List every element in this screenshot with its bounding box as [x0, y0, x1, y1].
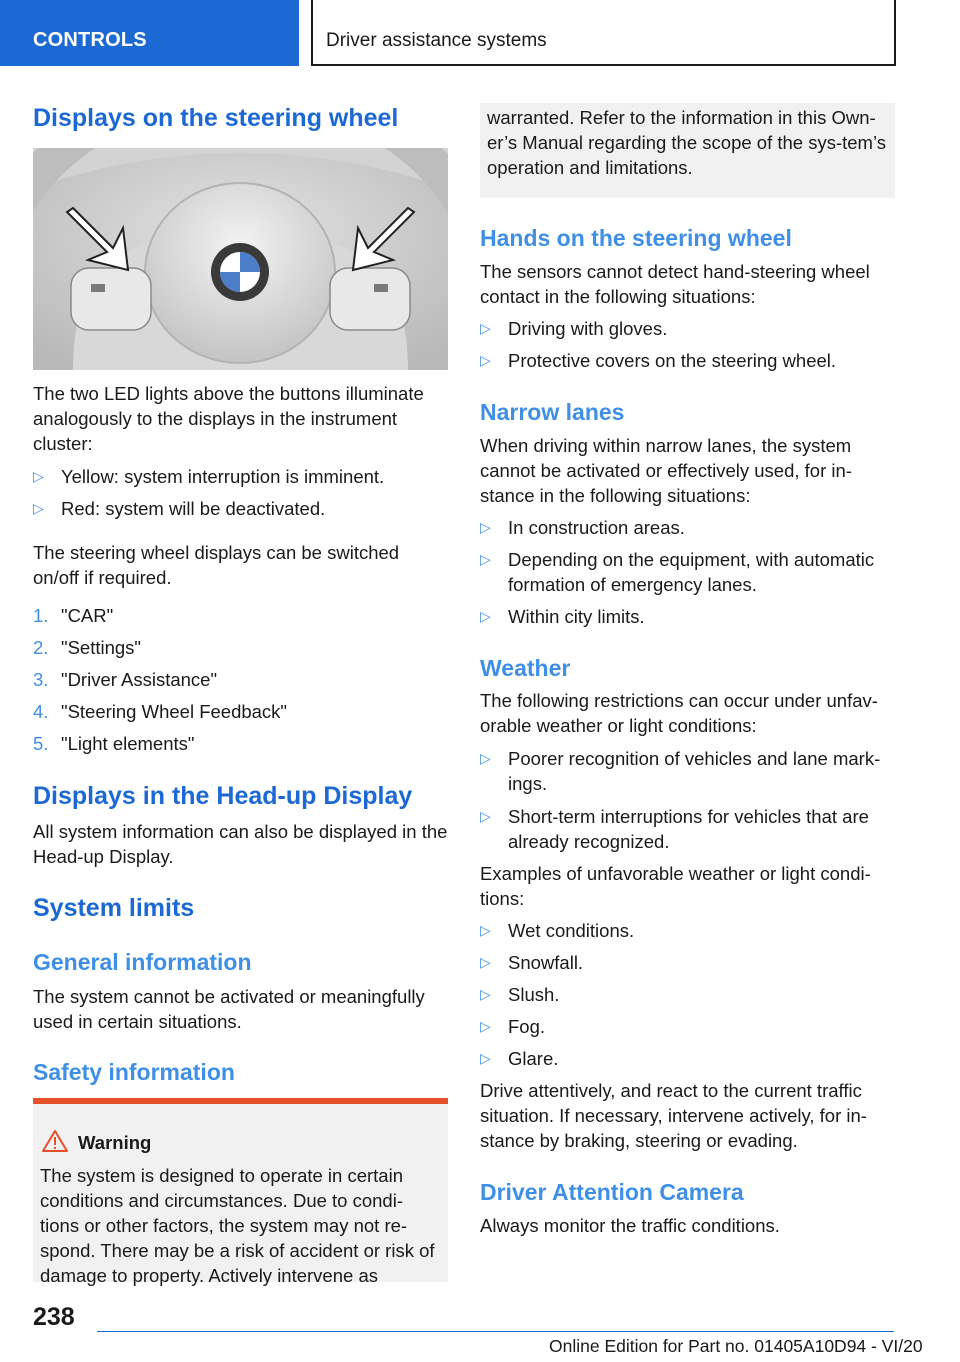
triangle-bullet-icon: ▷ — [480, 352, 491, 368]
paragraph-hud: All system information can also be displayed in the Head-up Display. — [33, 821, 448, 867]
triangle-bullet-icon: ▷ — [33, 500, 44, 516]
list-item: ▷ Fog. — [480, 1016, 546, 1037]
list-item: ▷ In construction areas. — [480, 517, 685, 538]
paragraph-general: The system cannot be activated or meaningfully used in certain situations. — [33, 986, 425, 1032]
header-divider — [311, 0, 313, 66]
list-item: ▷ Red: system will be deactivated. — [33, 498, 326, 519]
triangle-bullet-icon: ▷ — [480, 986, 491, 1002]
triangle-bullet-icon: ▷ — [480, 750, 491, 766]
paragraph-narrow: When driving within narrow lanes, the system cannot be activated or effectively used, for in-stance in the following situations: — [480, 435, 852, 506]
section-label: CONTROLS — [33, 29, 147, 51]
section-tab — [0, 0, 299, 66]
heading-head-up-display: Displays in the Head-up Display — [33, 782, 413, 810]
triangle-bullet-icon: ▷ — [480, 551, 491, 567]
header-underline — [311, 64, 896, 66]
triangle-bullet-icon: ▷ — [480, 808, 491, 824]
list-item: ▷ Glare. — [480, 1048, 559, 1069]
warning-box-continued — [480, 103, 895, 198]
paragraph-weather: The following restrictions can occur under unfav-orable weather or light conditions: — [480, 690, 878, 736]
footer-edition: Online Edition for Part no. 01405A10D94 - VI/20 — [549, 1336, 923, 1356]
list-item: ▷ Depending on the equipment, with automatic formation of emergency lanes. — [480, 549, 875, 595]
page-number: 238 — [33, 1303, 75, 1331]
heading-general-information: General information — [33, 949, 252, 975]
list-item: ▷ Wet conditions. — [480, 920, 635, 941]
triangle-bullet-icon: ▷ — [480, 320, 491, 336]
paragraph-drive-attentively: Drive attentively, and react to the current traffic situation. If necessary, intervene actively, for in-stance by braking, steering or evading. — [480, 1080, 867, 1151]
list-item: ▷ Protective covers on the steering wheel. — [480, 350, 837, 371]
heading-driver-attention-camera: Driver Attention Camera — [480, 1179, 744, 1205]
triangle-bullet-icon: ▷ — [480, 954, 491, 970]
heading-system-limits: System limits — [33, 894, 195, 922]
warning-text: The system is designed to operate in certain conditions and circumstances. Due to condi-tions or other factors, the system may not re-spond. There may be a risk of accident or risk of damage to property. Actively intervene as — [40, 1165, 435, 1286]
warning-text-continued: warranted. Refer to the information in this Own-er’s Manual regarding the scope of the sys-tem’s operation and limitations. — [487, 107, 886, 178]
heading-safety-information: Safety information — [33, 1059, 235, 1085]
heading-narrow-lanes: Narrow lanes — [480, 399, 625, 425]
list-item: ▷ Driving with gloves. — [480, 318, 668, 339]
list-item: ▷ Yellow: system interruption is imminent. — [33, 466, 385, 487]
step-item: 1. "CAR" — [33, 605, 114, 626]
triangle-bullet-icon: ▷ — [480, 922, 491, 938]
heading-hands-on-wheel: Hands on the steering wheel — [480, 225, 792, 251]
triangle-bullet-icon: ▷ — [33, 468, 44, 484]
warning-triangle-icon — [42, 1130, 68, 1152]
list-item: ▷ Poorer recognition of vehicles and lane mark-ings. — [480, 748, 881, 794]
paragraph-led-lights: The two LED lights above the buttons illuminate analogously to the displays in the instrument cluster: — [33, 383, 424, 454]
list-item: ▷ Slush. — [480, 984, 560, 1005]
heading-weather: Weather — [480, 655, 571, 681]
step-item: 3. "Driver Assistance" — [33, 669, 218, 690]
footer-rule — [97, 1331, 894, 1332]
triangle-bullet-icon: ▷ — [480, 1018, 491, 1034]
paragraph-hands: The sensors cannot detect hand-steering wheel contact in the following situations: — [480, 261, 870, 307]
steering-wheel-photo — [33, 148, 448, 370]
paragraph-switch: The steering wheel displays can be switched on/off if required. — [33, 542, 400, 588]
warning-box — [33, 1098, 448, 1286]
paragraph-examples: Examples of unfavorable weather or light condi-tions: — [480, 863, 871, 909]
paragraph-camera: Always monitor the traffic conditions. — [480, 1215, 780, 1236]
step-item: 4. "Steering Wheel Feedback" — [33, 701, 288, 722]
list-item: ▷ Short-term interruptions for vehicles that are already recognized. — [480, 806, 869, 852]
list-item: ▷ Snowfall. — [480, 952, 584, 973]
chapter-title: Driver assistance systems — [326, 30, 547, 51]
header-divider-right — [894, 0, 896, 66]
list-item: ▷ Within city limits. — [480, 606, 645, 627]
step-item: 2. "Settings" — [33, 637, 141, 658]
warning-title: Warning — [78, 1132, 152, 1153]
heading-displays-steering-wheel: Displays on the steering wheel — [33, 104, 399, 132]
steering-wheel-illustration — [33, 148, 448, 370]
triangle-bullet-icon: ▷ — [480, 519, 491, 535]
triangle-bullet-icon: ▷ — [480, 608, 491, 624]
step-item: 5. "Light elements" — [33, 733, 195, 754]
triangle-bullet-icon: ▷ — [480, 1050, 491, 1066]
